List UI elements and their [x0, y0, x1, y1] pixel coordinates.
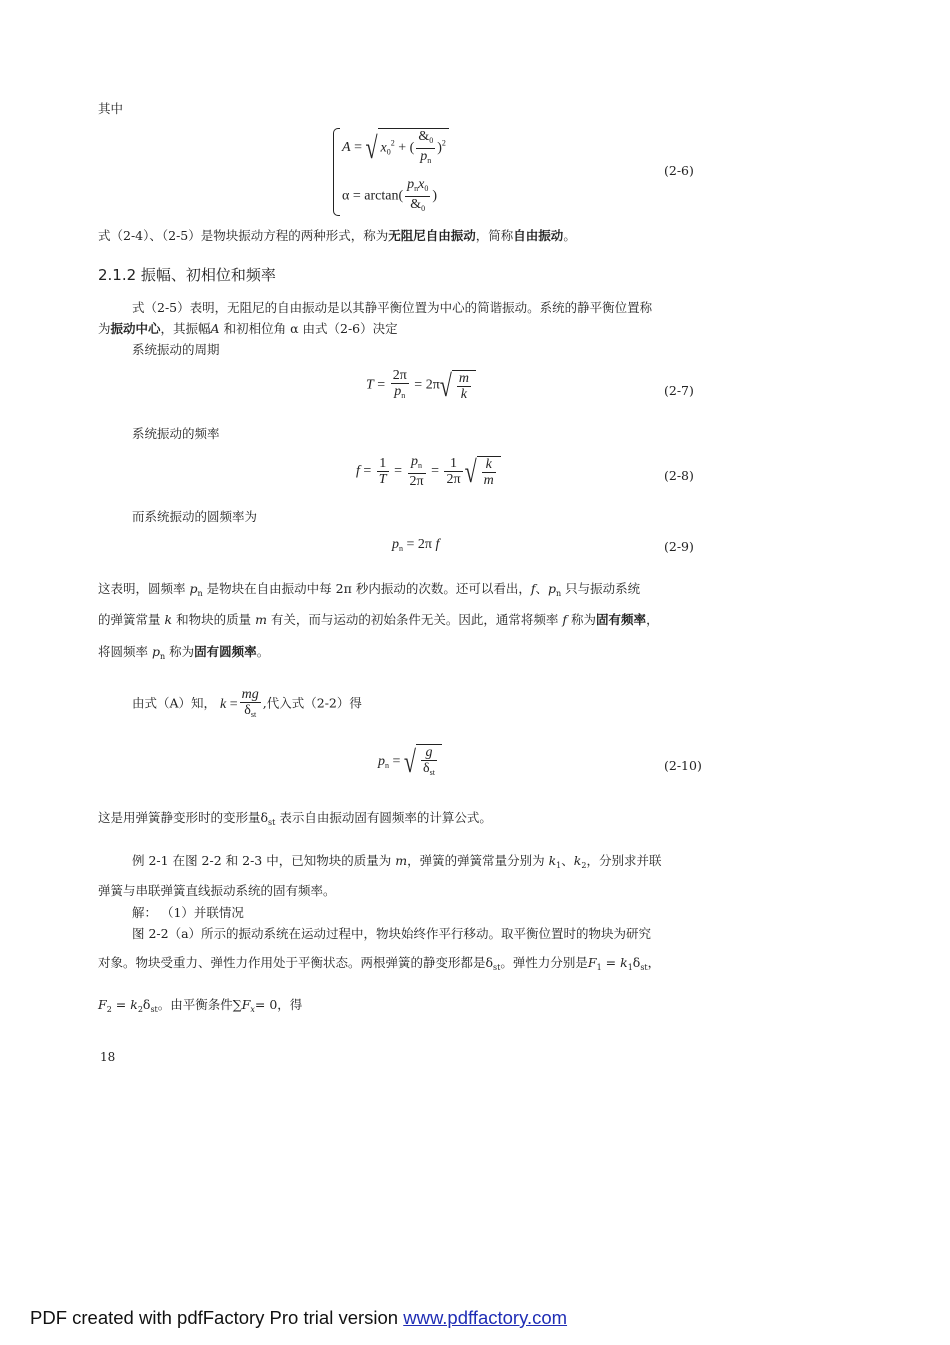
- example-2-1-line-1: 例 2-1 在图 2-2 和 2-3 中，已知物块的质量为 m，弹簧的弹簧常量分别为 $k_1$、$k_2$，分别求并联: [132, 853, 662, 870]
- equation-2-6-amplitude: A = √ $x_0^2$ + ( $\frac{\&_0}{p_n}$ )$^2$: [342, 128, 449, 168]
- section-heading: 2.1.2 振幅、初相位和频率: [98, 266, 276, 284]
- page-number: 18: [100, 1050, 116, 1064]
- example-2-1-line-2: 弹簧与串联弹簧直线振动系统的固有频率。: [98, 883, 336, 898]
- paragraph-2-line-2: 的弹簧常量 k 和物块的质量 m 有关，而与运动的初始条件无关。因此，通常将频率 f 称为固有频率，: [98, 612, 659, 627]
- paragraph-usage: 这是用弹簧静变形时的变形量$\delta_{st}$ 表示自由振动固有圆频率的计算公式。: [98, 810, 492, 827]
- equation-number-2-6: (2-6): [664, 163, 694, 178]
- footer-link[interactable]: www.pdffactory.com: [403, 1307, 568, 1328]
- equation-number-2-8: (2-8): [664, 468, 694, 483]
- equation-2-7: T = $\frac{2\pi}{p_n}$ = 2π√ $\frac{m}{k}$: [366, 368, 476, 403]
- equation-2-6-phase: α = arctan( $\frac{p_nx_0}{\&_0}$ ): [342, 177, 438, 213]
- paragraph-from-eq-a: 由式（A）知， k = $\frac{mg}{\delta_{st}}$ ,代入式（2-2）得: [132, 687, 362, 719]
- pdf-footer: [30, 1307, 567, 1329]
- paragraph-1-line-2: 为振动中心，其振幅A 和初相位角 α 由式（2-6）决定: [98, 321, 398, 336]
- paragraph-1-line-1: 式（2-5）表明，无阻尼的自由振动是以其静平衡位置为中心的简谐振动。系统的静平衡位置称: [132, 300, 653, 315]
- equation-number-2-9: (2-9): [664, 539, 694, 554]
- label-circular-frequency: 而系统振动的圆频率为: [132, 509, 258, 524]
- paragraph-undamped: 式（2-4）、（2-5）是物块振动方程的两种形式，称为无阻尼自由振动，简称自由振动。: [98, 228, 576, 243]
- solution-line-2: 对象。物块受重力、弹性力作用处于平衡状态。两根弹簧的静变形都是$\delta_{st}$。弹性力分别是$F_1 = k_1\delta_{st}$，: [98, 955, 661, 972]
- solution-line-1: 图 2-2（a）所示的振动系统在运动过程中，物块始终作平行移动。取平衡位置时的物块为研究: [132, 926, 652, 941]
- equation-number-2-7: (2-7): [664, 383, 694, 398]
- equation-brace: [333, 128, 340, 216]
- paragraph-2-line-3: 将圆频率 $p_n$ 称为固有圆频率。: [98, 644, 270, 661]
- label-period: 系统振动的周期: [132, 342, 220, 357]
- label-qizhong: 其中: [98, 101, 124, 116]
- paragraph-2-line-1: 这表明，圆频率 $p_n$ 是物块在自由振动中每 2π 秒内振动的次数。还可以看出，f、$p_n$ 只与振动系统: [98, 581, 641, 598]
- equation-2-8: f = $\frac{1}{T}$ = $\frac{p_n}{2\pi}$ = $\frac{1}{2\pi}$ √ $\frac{k}{m}$: [356, 454, 501, 489]
- equation-2-10: $p_n$ = √ $\frac{g}{\delta_{st}}$: [378, 744, 442, 780]
- label-frequency: 系统振动的频率: [132, 426, 220, 441]
- solution-line-3: $F_2 = k_2\delta_{st}$。由平衡条件$\sum F_x= 0$，得: [98, 997, 303, 1014]
- solution-header: 解： （1）并联情况: [132, 905, 244, 920]
- equation-number-2-10: (2-10): [664, 758, 702, 773]
- equation-2-9: $p_n = 2\pi$ f: [392, 537, 440, 553]
- footer-text: PDF created with pdfFactory Pro trial version: [30, 1307, 404, 1328]
